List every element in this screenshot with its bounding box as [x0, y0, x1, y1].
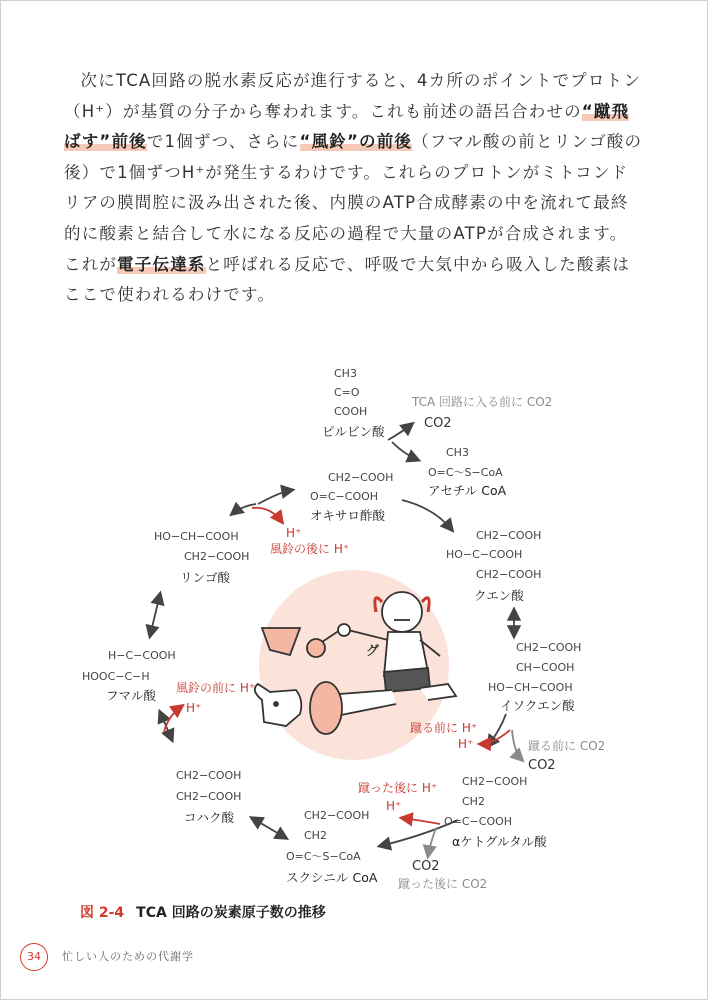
co2-molecule: CO2 — [528, 758, 556, 773]
co2-after-kick-label: 蹴った後に CO2 — [398, 877, 488, 891]
h-plus: H⁺ — [286, 526, 302, 540]
formula-line: HO−CH−COOH — [154, 530, 239, 543]
caption-title: TCA 回路の炭素原子数の推移 — [136, 905, 326, 921]
co2-before-tca-label: TCA 回路に入る前に CO2 — [412, 395, 553, 409]
formula-line: HOOC−C−H — [82, 670, 150, 683]
formula-line: CH2−COOH — [328, 471, 394, 484]
formula-line: CH3 — [446, 446, 469, 459]
compound-name: クエン酸 — [474, 588, 524, 603]
formula-line: CH2 — [304, 829, 327, 842]
formula-line: CH2−COOH — [176, 769, 242, 782]
highlight-kick: “蹴飛ばす”前後 — [64, 101, 630, 152]
succinyl-coa — [286, 809, 378, 885]
formula-line: CH3 — [334, 367, 357, 380]
caption-number: 図 2-4 — [80, 905, 125, 921]
highlight-etc: 電子伝達系 — [117, 254, 206, 274]
acetyl-coa — [428, 446, 507, 498]
h-before-kick-label: 蹴る前に H⁺ — [410, 721, 478, 735]
formula-line: CH2−COOH — [176, 790, 242, 803]
formula-line: HO−CH−COOH — [488, 681, 573, 694]
formula-line: O=C−COOH — [444, 815, 513, 828]
text-run: 次にTCA回路の脱水素反応が進行すると、4カ所のポイントでプロトン（H⁺）が基質の分子から奪われます。これも前述の語呂合わせの — [64, 71, 642, 121]
h-after-bell-label: 風鈴の後に H⁺ — [270, 542, 350, 556]
compound-name: フマル酸 — [106, 688, 157, 703]
compound-name: イソクエン酸 — [500, 698, 575, 713]
text-run: で1個ずつ、さらに — [146, 132, 300, 152]
text-run: と呼ばれる反応で、呼吸で大気中から吸入した酸素はここで使われるわけです。 — [64, 254, 631, 305]
formula-line: C=O — [334, 386, 360, 399]
co2-before-kick-label: 蹴る前に CO2 — [528, 739, 606, 753]
page-number: 34 — [20, 943, 48, 971]
formula-line: CH2−COOH — [516, 641, 582, 654]
formula-line: HO−C−COOH — [446, 548, 523, 561]
compound-name: スクシニル CoA — [286, 870, 378, 885]
compound-name: コハク酸 — [184, 810, 235, 825]
h-plus: H⁺ — [186, 701, 202, 715]
succinate — [176, 769, 241, 825]
formula-line: CH2−COOH — [462, 775, 528, 788]
h-after-kick-label: 蹴った後に H⁺ — [358, 781, 438, 795]
co2-molecule: CO2 — [424, 416, 452, 431]
h-before-bell-label: 風鈴の前に H⁺ — [176, 681, 256, 695]
compound-name: αケトグルタル酸 — [452, 834, 547, 849]
compound-name: アセチル CoA — [428, 483, 507, 498]
formula-line: O=C～S−CoA — [428, 466, 503, 479]
malate — [154, 530, 249, 585]
formula-line: CH2−COOH — [304, 809, 370, 822]
formula-line: COOH — [334, 405, 368, 418]
highlight-bell: “風鈴”の前後 — [299, 132, 413, 152]
citrate — [446, 529, 541, 603]
h-plus: H⁺ — [458, 737, 474, 751]
co2-molecule: CO2 — [412, 859, 440, 874]
formula-line: CH2−COOH — [476, 568, 542, 581]
compound-name: オキサロ酢酸 — [310, 508, 386, 523]
h-plus: H⁺ — [386, 799, 402, 813]
text-run: （フマル酸の前とリンゴ酸の後）で1個ずつH⁺が発生するわけです。これらのプロトンがミトコンドリアの膜間腔に汲み出された後、内膜のATP合成酵素の中を流れて最終的に酸素と結合して水になる反応の過程で大量のATPが合成されます。これが — [64, 132, 643, 274]
alpha-ketoglutarate — [444, 775, 547, 849]
formula-line: H−C−COOH — [108, 649, 176, 662]
book-title: 忙しい人のための代謝学 — [62, 950, 194, 963]
grunt-text: グ — [366, 644, 380, 659]
formula-line: CH2−COOH — [476, 529, 542, 542]
oxaloacetate — [310, 471, 393, 523]
compound-name: ピルビン酸 — [322, 424, 385, 439]
pyruvate — [322, 367, 385, 439]
formula-line: CH2 — [462, 795, 485, 808]
formula-line: CH2−COOH — [184, 550, 250, 563]
compound-name: リンゴ酸 — [180, 570, 231, 585]
formula-line: O=C−COOH — [310, 490, 379, 503]
isocitrate — [488, 641, 581, 713]
fumarate — [82, 649, 176, 703]
formula-line: O=C～S−CoA — [286, 850, 361, 863]
figure-caption — [80, 902, 326, 922]
formula-line: CH−COOH — [516, 661, 575, 674]
